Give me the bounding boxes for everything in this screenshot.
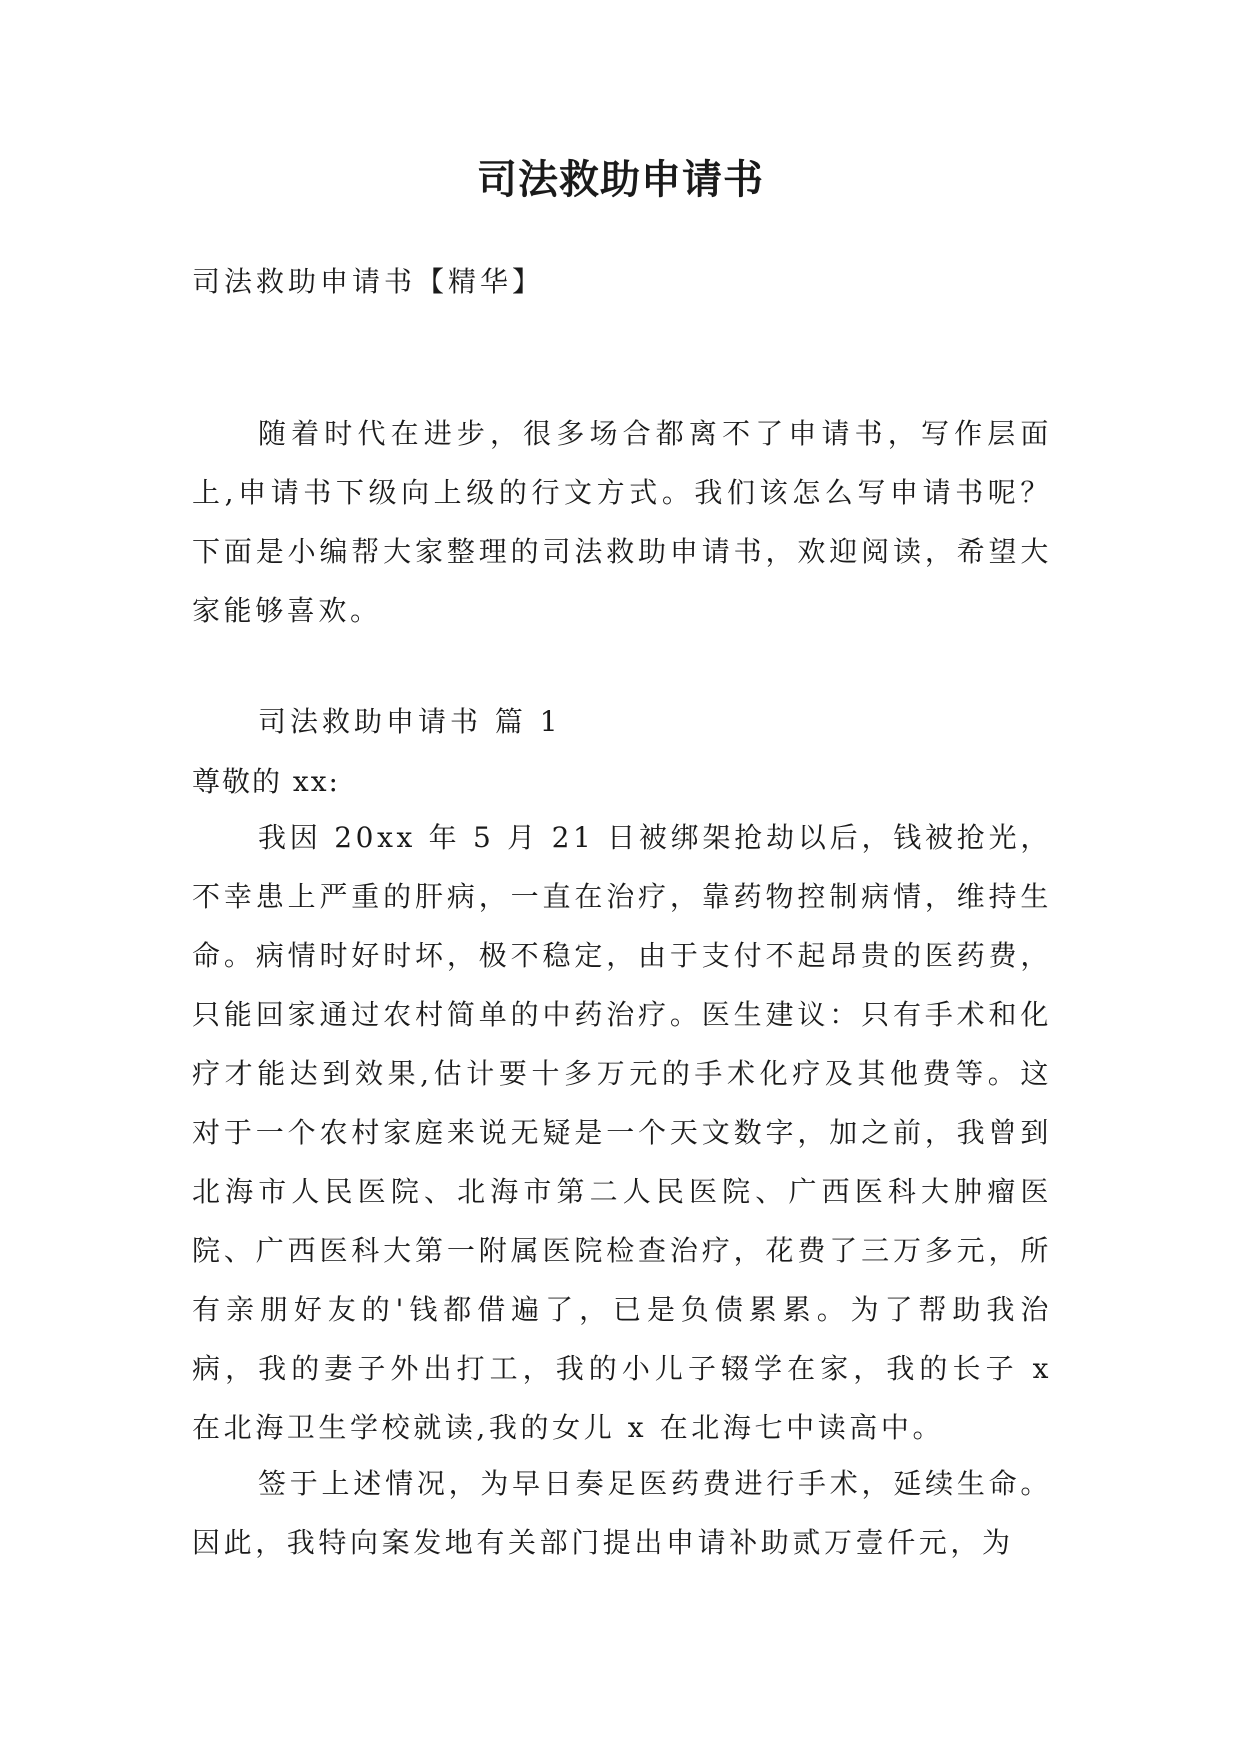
body-paragraph: 我因 20xx 年 5 月 21 日被绑架抢劫以后，钱被抢光，不幸患上严重的肝病，一直在治疗，靠药物控制病情，维持生命。病情时好时坏，极不稳定，由于支付不起昂贵的医药费，只能回家通过农村简单的中药治疗。医生建议：只有手术和化疗才能达到效果,估计要十多万元的手术化疗及其他费等。这对于一个农村家庭来说无疑是一个天文数字，加之前，我曾到北海市人民医院、北海市第二人民医院、广西医科大肿瘤医院、广西医科大第一附属医院检查治疗，花费了三万多元，所有亲朋好友的'钱都借遍了，已是负债累累。为了帮助我治病，我的妻子外出打工，我的小儿子辍学在家，我的长子 x 在北海卫生学校就读,我的女儿 x 在北海七中读高中。 (192, 821, 1052, 1444)
body-paragraph: 签于上述情况，为早日奏足医药费进行手术，延续生命。因此，我特向案发地有关部门提出申请补助贰万壹仟元，为 (192, 1467, 1052, 1559)
document-subtitle: 司法救助申请书【精华】 (192, 265, 545, 298)
salutation: 尊敬的 xx: (192, 765, 340, 798)
intro-paragraph: 随着时代在进步，很多场合都离不了申请书，写作层面上,申请书下级向上级的行文方式。我们该怎么写申请书呢？下面是小编帮大家整理的司法救助申请书，欢迎阅读，希望大家能够喜欢。 (192, 417, 1052, 627)
document-title: 司法救助申请书 (477, 157, 764, 203)
section-heading: 司法救助申请书 篇 1 (258, 705, 562, 738)
